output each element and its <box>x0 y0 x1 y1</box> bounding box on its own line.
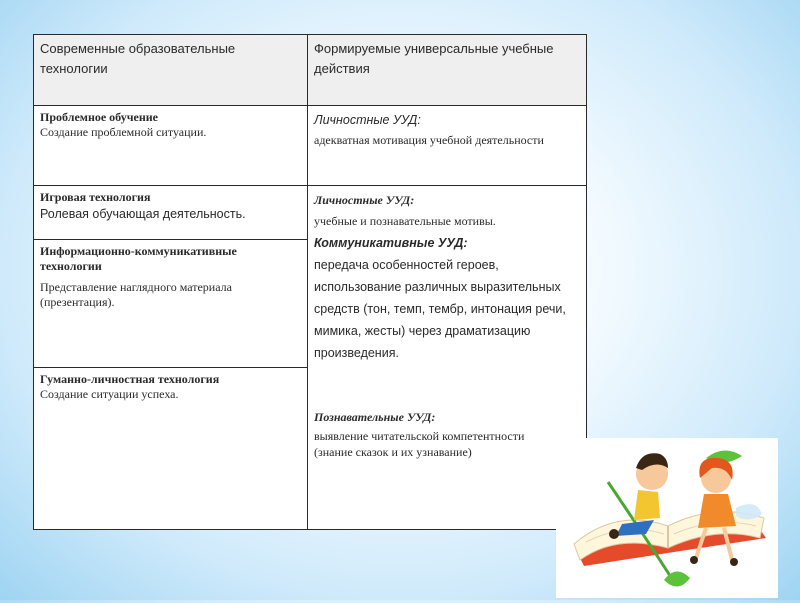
children-book-icon <box>556 438 778 598</box>
header-uud <box>308 35 587 106</box>
uud-comm-text: передача особенностей героев, использование различных выразительных средств (тон, темп, тембр, интонация речи, мимика, жесты) через драматизацию произведения. <box>314 258 566 360</box>
header-left-text: Современные образовательные технологии <box>40 41 236 76</box>
uud-cell-personal <box>308 106 587 186</box>
row-game-technology <box>34 186 308 240</box>
uud-personal-text: учебные и познавательные мотивы. <box>314 214 496 228</box>
row-title: Информационно-коммуникативные технологии <box>40 244 237 273</box>
header-right-text: Формируемые универсальные учебные действия <box>314 41 554 76</box>
uud-cog-title: Познавательные УУД: <box>314 410 436 424</box>
row-title: Проблемное обучение <box>40 110 158 124</box>
uud-cell-combined <box>308 186 587 530</box>
row-ict <box>34 240 308 368</box>
uud-comm-title: Коммуникативные УУД: <box>314 236 468 250</box>
uud-text: адекватная мотивация учебной деятельности <box>314 133 544 147</box>
row-text: Создание проблемной ситуации. <box>40 125 207 139</box>
spacer <box>314 364 580 408</box>
uud-table <box>33 34 587 530</box>
uud-cog-text: выявление читательской компетентности (знание сказок и их узнавание) <box>314 429 525 459</box>
row-text: Создание ситуации успеха. <box>40 387 179 401</box>
uud-personal-title: Личностные УУД: <box>314 193 415 207</box>
header-technologies <box>34 35 308 106</box>
row-problem-learning <box>34 106 308 186</box>
row-title: Гуманно-личностная технология <box>40 372 220 386</box>
row-text: Представление наглядного материала (презентация). <box>40 280 232 309</box>
row-text: Ролевая обучающая деятельность. <box>40 207 246 221</box>
row-humane-technology <box>34 368 308 530</box>
row-title: Игровая технология <box>40 190 151 204</box>
uud-title: Личностные УУД: <box>314 113 421 127</box>
children-reading-illustration <box>556 438 778 598</box>
